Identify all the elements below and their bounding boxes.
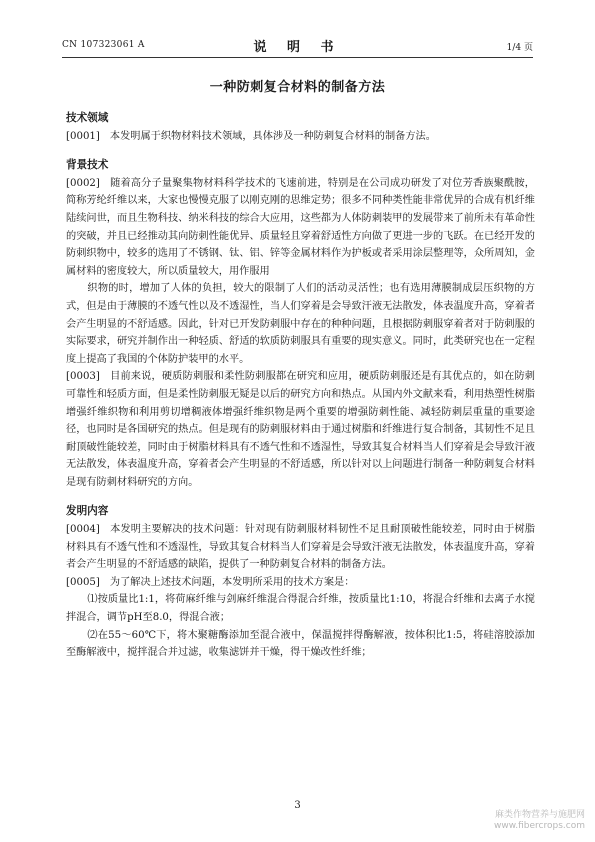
paragraph-0002: [66, 175, 535, 281]
step-1: ⑴按质量比1:1，将荷麻纤维与剑麻纤维混合得混合纤维，按质量比1:10，将混合纤维和去离子水搅拌混合，调节pH至8.0，得混合液；: [66, 594, 535, 624]
paragraph-text: 随着高分子量聚集物材料科学技术的飞速前进，特别是在公司成功研发了对位芳香族聚酰胺，简称芳纶纤维以来，大家也慢慢克服了以刚克刚的思维定势；很多不同种类性能非常优异的合成有机纤维陆续问世，而且生物科技、纳米科技的综合大应用，这些都为人体防刺装甲的发展带来了前所未有革命性的突破，并且已经推动其向防刺性能优异、质量轻且穿着舒适性方向做了更进一步的飞跃。在已经开发的防刺织物中，较多的选用了不锈钢、钛、铝、锌等金属材料作为护板或者采用涂层整理等，众所周知，金属材料的密度较大，所以质量较大，用作服用: [66, 177, 535, 277]
paragraph-0005: [66, 574, 535, 592]
section-heading-invention: 发明内容: [66, 505, 109, 518]
paragraph-0002-continued: 织物的时，增加了人体的负担，较大的限制了人们的活动灵活性；也有选用薄膜制成层压织物的方式，但是由于薄膜的不透气性以及不透湿性，当人们穿着是会导致汗液无法散发，体表温度升高，穿着者会产生明显的不舒适感。因此，针对已开发防刺服中存在的种种问题，且根据防刺服穿着者对于防刺服的实际要求，研究并制作出一种轻质、舒适的软质防刺服具有重要的现实意义。同时，此类研究也在一定程度上提高了我国的个体防护装甲的水平。: [66, 283, 535, 365]
paragraph-number: [0005]: [66, 576, 100, 588]
paragraph-text: 本发明属于织物材料技术领域，具体涉及一种防刺复合材料的制备方法。: [109, 130, 436, 142]
paragraph-number: [0004]: [66, 524, 100, 536]
page-number: 3: [294, 800, 301, 811]
document-body: [66, 110, 535, 662]
paragraph-number: [0002]: [66, 177, 100, 189]
header-rule: [62, 57, 533, 58]
document-title: 一种防刺复合材料的制备方法: [209, 80, 386, 95]
step-2: ⑵在55～60℃下，将木聚糖酶添加至混合液中，保温搅拌得酶解液，按体积比1:5，将硅溶胶添加至酶解液中，搅拌混合并过滤，收集滤饼并干燥，得干燥改性纤维；: [66, 629, 535, 659]
header-title: 说 明 书: [253, 40, 342, 55]
publication-number: CN 107323061 A: [62, 40, 145, 50]
paragraph-number: [0001]: [66, 130, 100, 142]
paragraph-text: 目前来说，硬质防刺服和柔性防刺服都在研究和应用，硬质防刺服还是有其优点的，如在防刺可靠性和轻质方面，但是柔性防刺服无疑是以后的研究方向和热点。从国内外文献来看，利用热塑性树脂增强纤维织物和利用剪切增稠液体增强纤维织物是两个重要的增强防刺性能、减轻防刺层重量的重要途径，也同时是各国研究的热点。但是现有的防刺服材料由于通过树脂和纤维进行复合制备，其韧性不足且耐顶破性能较差，同时由于树脂材料具有不透气性和不透湿性，导致其复合材料当人们穿着是会导致汗液无法散发，体表温度升高，穿着者会产生明显的不舒适感，所以针对以上问题进行制备一种防刺复合材料是现有防刺材料研究的方向。: [66, 371, 535, 488]
paragraph-0004: [66, 521, 535, 574]
page-header: [62, 36, 533, 56]
section-heading-tech-field: 技术领域: [66, 112, 109, 124]
paragraph-0003: [66, 368, 535, 491]
section-heading-background: 背景技术: [66, 159, 109, 172]
site-watermark: [494, 810, 585, 832]
paragraph-0001: [66, 128, 535, 146]
watermark-url: www.fibercrops.com: [494, 821, 585, 831]
paragraph-text: 本发明主要解决的技术问题：针对现有防刺服材料韧性不足且耐顶破性能较差，同时由于树脂材料具有不透气性和不透湿性，导致其复合材料当人们穿着是会导致汗液无法散发，体表温度升高，穿着者会产生明显的不舒适感的缺陷，提供了一种防刺复合材料的制备方法。: [66, 524, 535, 571]
paragraph-number: [0003]: [66, 371, 100, 383]
watermark-name: 麻类作物营养与施肥网: [494, 810, 585, 820]
paragraph-text: 为了解决上述技术问题，本发明所采用的技术方案是：: [109, 576, 355, 588]
header-page-indicator: 1/4 页: [506, 43, 533, 53]
